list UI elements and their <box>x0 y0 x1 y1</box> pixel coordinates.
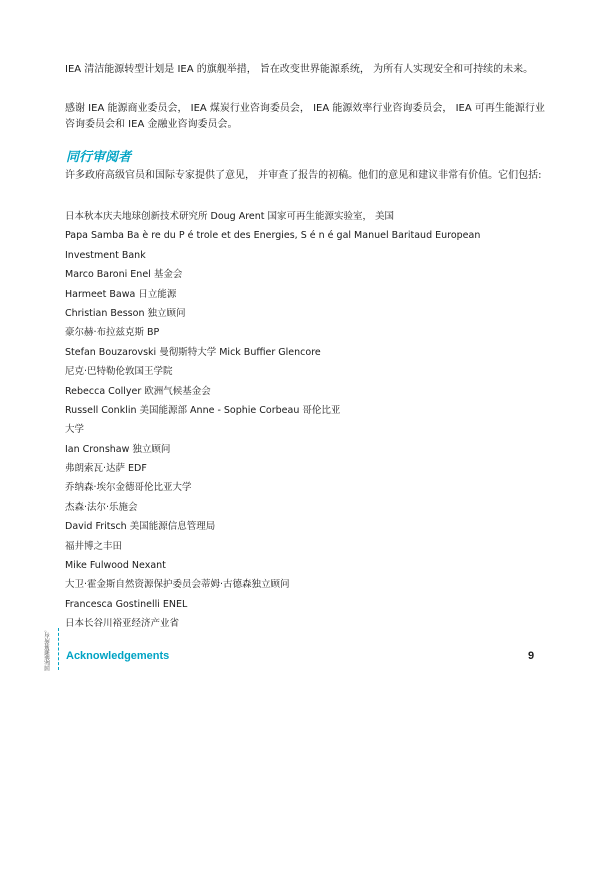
peer-intro-paragraph: 许多政府高级官员和国际专家提供了意见， 并审查了报告的初稿。他们的意见和建议非常有价值。它们包括: <box>65 170 542 181</box>
page-number: 9 <box>528 650 535 662</box>
list-item: 豪尔赫·布拉兹克斯 BP <box>65 327 160 339</box>
list-item: 弗朗索瓦·达萨 EDF <box>65 463 147 475</box>
list-item: 杰森·法尔·乐施会 <box>65 501 138 513</box>
list-item: Russell Conklin 美国能源部 Anne - Sophie Corbeau 哥伦比亚 <box>65 404 341 416</box>
list-item: Marco Baroni Enel 基金会 <box>65 269 183 281</box>
list-item: 日本长谷川裕亚经济产业省 <box>65 618 180 630</box>
list-item: 大学 <box>65 424 85 436</box>
list-item: Ian Cronshaw 独立顾问 <box>65 443 171 455</box>
side-divider <box>58 628 59 670</box>
list-item: Christian Besson 独立顾问 <box>65 307 186 319</box>
list-item: Francesca Gostinelli ENEL <box>65 598 188 610</box>
footer-section-title: Acknowledgements <box>66 650 170 662</box>
list-item: Harmeet Bawa 日立能源 <box>65 288 177 300</box>
peer-reviewers-heading: 同行审阅者 <box>66 150 132 165</box>
list-item: Mike Fulwood Nexant <box>65 560 166 572</box>
list-item: Stefan Bouzarovski 曼彻斯特大学 Mick Buffier Glencore <box>65 346 321 358</box>
intro-paragraph: IEA 清洁能源转型计划是 IEA 的旗舰举措， 旨在改变世界能源系统， 为所有人实现安全和可持续的未来。 <box>65 64 534 75</box>
list-item: Papa Samba Ba è re du P é trole et des Energies, S é n é gal Manuel Baritaud European <box>65 230 481 242</box>
reviewer-list <box>65 207 555 634</box>
thanks-paragraph: 感谢 IEA 能源商业委员会， IEA 煤炭行业咨询委员会， IEA 能源效率行业咨询委员会， IEA 可再生能源行业咨询委员会和 IEA 金融业咨询委员会。 <box>65 103 545 130</box>
list-item: David Fritsch 美国能源信息管理局 <box>65 521 216 533</box>
list-item: 尼克·巴特勒伦敦国王学院 <box>65 366 173 378</box>
list-item: Rebecca Collyer 欧洲气候基金会 <box>65 385 211 397</box>
list-item: 日本秋本庆夫地球创新技术研究所 Doug Arent 国家可再生能源实验室， 美国 <box>65 211 395 222</box>
list-item: 大卫·霍金斯自然资源保护委员会蒂姆·古德森独立顾问 <box>65 579 290 591</box>
list-item: 乔纳森·埃尔金德哥伦比亚大学 <box>65 482 192 494</box>
list-item: Investment Bank <box>65 249 146 261</box>
list-item: 福井博之丰田 <box>65 540 123 552</box>
side-copyright-label: 国际能源署所有。 <box>45 627 51 671</box>
